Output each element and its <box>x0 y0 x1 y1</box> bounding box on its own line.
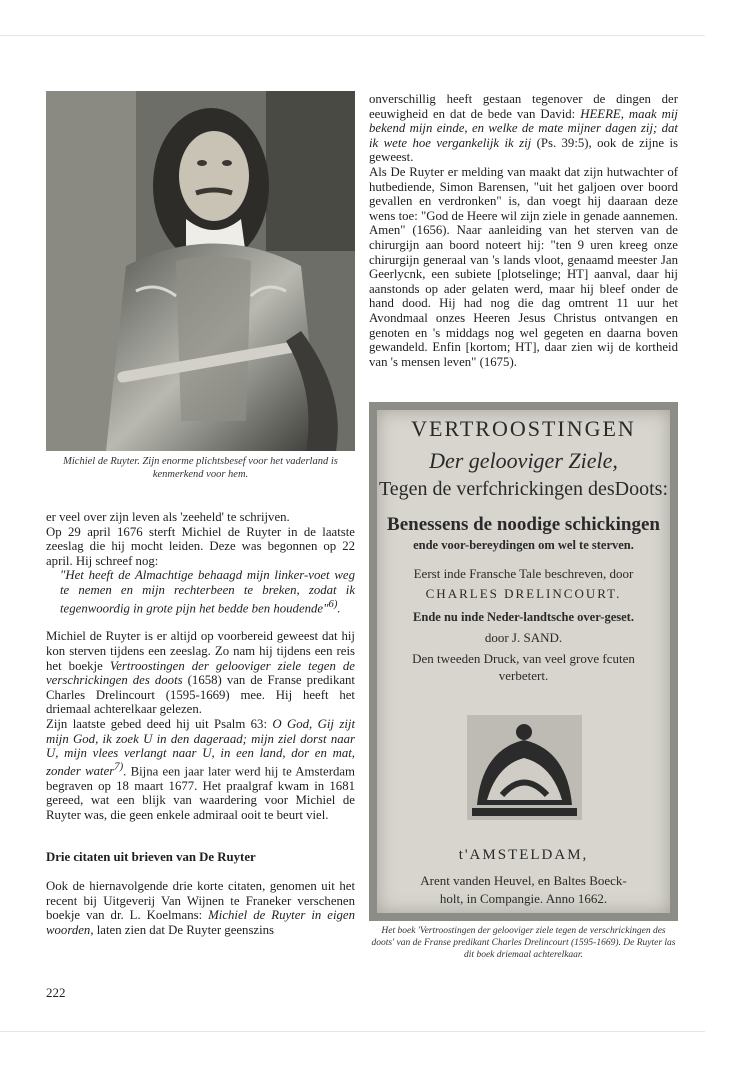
bottom-rule <box>0 1031 705 1032</box>
tp-line-8: Ende nu inde Neder-landtsche over-geset. <box>413 610 634 624</box>
left-paragraph-5 <box>46 879 355 937</box>
quote-text: "Het heeft de Almachtige behaagd mijn linker-voet weg te nemen en mijn rechterbeen te breken, zodat ik tegenwoordig in grote pijn het bedde ben houdende" <box>60 568 355 615</box>
tp-line-4: Benessens de noodige schickingen <box>387 514 660 535</box>
tp-line-1: VERTROOSTINGEN <box>411 416 636 441</box>
book-caption: Het boek 'Vertroostingen der gelooviger ziele tegen de verschrickingen des doots' van de Franse predikant Charles Drelincourt (1595-1669). De Ruyter las dit boek driemaal achterelkaar. <box>371 926 676 960</box>
top-rule <box>0 35 705 36</box>
portrait-caption: Michiel de Ruyter. Zijn enorme plichtsbesef voor het vaderland is kenmerkend voor hem. <box>63 456 338 480</box>
right-paragraph-1 <box>369 92 678 165</box>
p3-text-a: Michiel de Ruyter is er altijd op voorbereid geweest dat hij kon sterven tijdens een zeeslag. Zo nam hij tijdens een reis het boekje <box>46 629 355 673</box>
tp-line-3: Tegen de verfchrickingen desDoots: <box>378 478 669 500</box>
tp-line-5: ende voor-bereydingen om wel te sterven. <box>413 538 634 552</box>
r1-text-b: (Ps. 39:5), ook de zijne is geweest. <box>369 135 678 165</box>
tp-line-12: t'AMSTELDAM, <box>458 847 589 863</box>
psalm-footnote-ref: 7) <box>114 761 124 773</box>
p5-text-b: , laten zien dat De Ruyter geenszins <box>90 922 275 937</box>
title-page-paper <box>377 410 670 913</box>
page-number: 222 <box>46 985 66 1000</box>
koelmans-book-italic: Michiel de Ruyter in eigen woorden <box>46 908 355 937</box>
left-column <box>46 510 355 937</box>
book-title-italic: Vertroostingen der gelooviger ziele tegen de verschrickingen des doots <box>46 658 355 688</box>
printers-device-image <box>462 710 587 825</box>
tp-line-11: verbetert. <box>498 668 549 683</box>
tp-line-9: door J. SAND. <box>484 630 563 645</box>
left-quote: "Het heeft de Almachtige behaagd mijn linker-voet weg te nemen en mijn rechterbeen te breken, zodat ik tegenwoordig in grote pijn het bedde ben houdende"$^{6)}$. <box>60 568 355 615</box>
p5-text-a: Ook de hiernavolgende drie korte citaten, genomen uit het recent bij Uitgeverij Van Wijnen te Franeker verschenen boekje van dr. L. Koelmans: <box>46 879 355 923</box>
left-paragraph-4 <box>46 717 355 822</box>
p3-text-b: (1658) van de Franse predikant Charles Drelincourt (1595-1669) mee. Hij heeft het driemaal achterelkaar gelezen. <box>46 673 355 717</box>
right-paragraph-2: Als De Ruyter er melding van maakt dat zijn hutwachter of hutbediende, Simon Barensen, "uit het galjoen over boord gevallen en verdronken" is, dan voegt hij daaraan deze wens toe: "God de Heere wil zijn ziele in genade aannemen. Amen" (1656). Naar aanleiding van het sterven van de chirurgijn aan boord noteert hij: "ten 9 uren kreeg onze chirurgijn generaal van 's lands vloot, genaamd meester Jan Geerlycnk, een subiete [plotselinge; HT] aanval, daar hij aanstonds op ader gelaten werd, maar hij bleef onder de hand dood. Hij had nog die dag omtrent 11 uur het Avondmaal onzes Heeren Jesus Christus ontvangen en genoten en 's middags nog wel gegeten en daarna boven gewandeld. Enfin [kortom; HT], daar zien wij de kortheid van 's mensen leven" (1675). <box>369 164 678 369</box>
left-paragraph-2: Op 29 april 1676 sterft Michiel de Ruyter in de laatste zeeslag die hij mocht leiden. Deze was begonnen op 22 april. Hij schreef nog: <box>46 524 355 568</box>
right-column <box>369 92 678 369</box>
tp-line-2: Der gelooviger Ziele, <box>429 448 618 473</box>
psalm-text: O God, Gij zijt mijn God, ik zoek U in den dageraad; mijn ziel dorst naar U, mijn vlees verlangt naar U, in een land, dor en mat, zonder water <box>46 716 355 779</box>
left-paragraph-3 <box>46 629 355 717</box>
book-title-page-image <box>369 402 678 921</box>
tp-line-13: Arent vanden Heuvel, en Baltes Boeck- <box>420 873 627 888</box>
tp-line-14: holt, in Compangie. Anno 1662. <box>439 891 608 906</box>
tp-line-10: Den tweeden Druck, van veel grove fcuten <box>412 651 635 666</box>
david-quote-italic: HEERE, maak mij bekend mijn einde, en welke de mate mijner dagen zij; dat ik wete hoe vergankelijk ik zij <box>369 106 678 150</box>
p4-text-b: . Bijna een jaar later werd hij te Amsterdam begraven op 18 maart 1677. Het praalgraf kwam in 1681 gereed, wat een blijk van waardering voor Michiel de Ruyter was, die geen enkele admiraal ooit te beurt viel. <box>46 764 355 822</box>
quote-footnote-ref: 6) <box>328 598 338 610</box>
portrait-image <box>46 91 355 451</box>
tp-line-7: CHARLES DRELINCOURT. <box>425 586 622 601</box>
left-paragraph-1: er veel over zijn leven als 'zeeheld' te schrijven. <box>46 510 290 524</box>
section-heading: Drie citaten uit brieven van De Ruyter <box>46 850 256 865</box>
r1-text-a: onverschillig heeft gestaan tegenover de dingen der eeuwigheid en dat de bede van David: <box>369 92 678 121</box>
tp-line-6: Eerst inde Fransche Tale beschreven, door <box>413 566 634 581</box>
p4-text-a: Zijn laatste gebed deed hij uit Psalm 63: <box>46 716 273 731</box>
